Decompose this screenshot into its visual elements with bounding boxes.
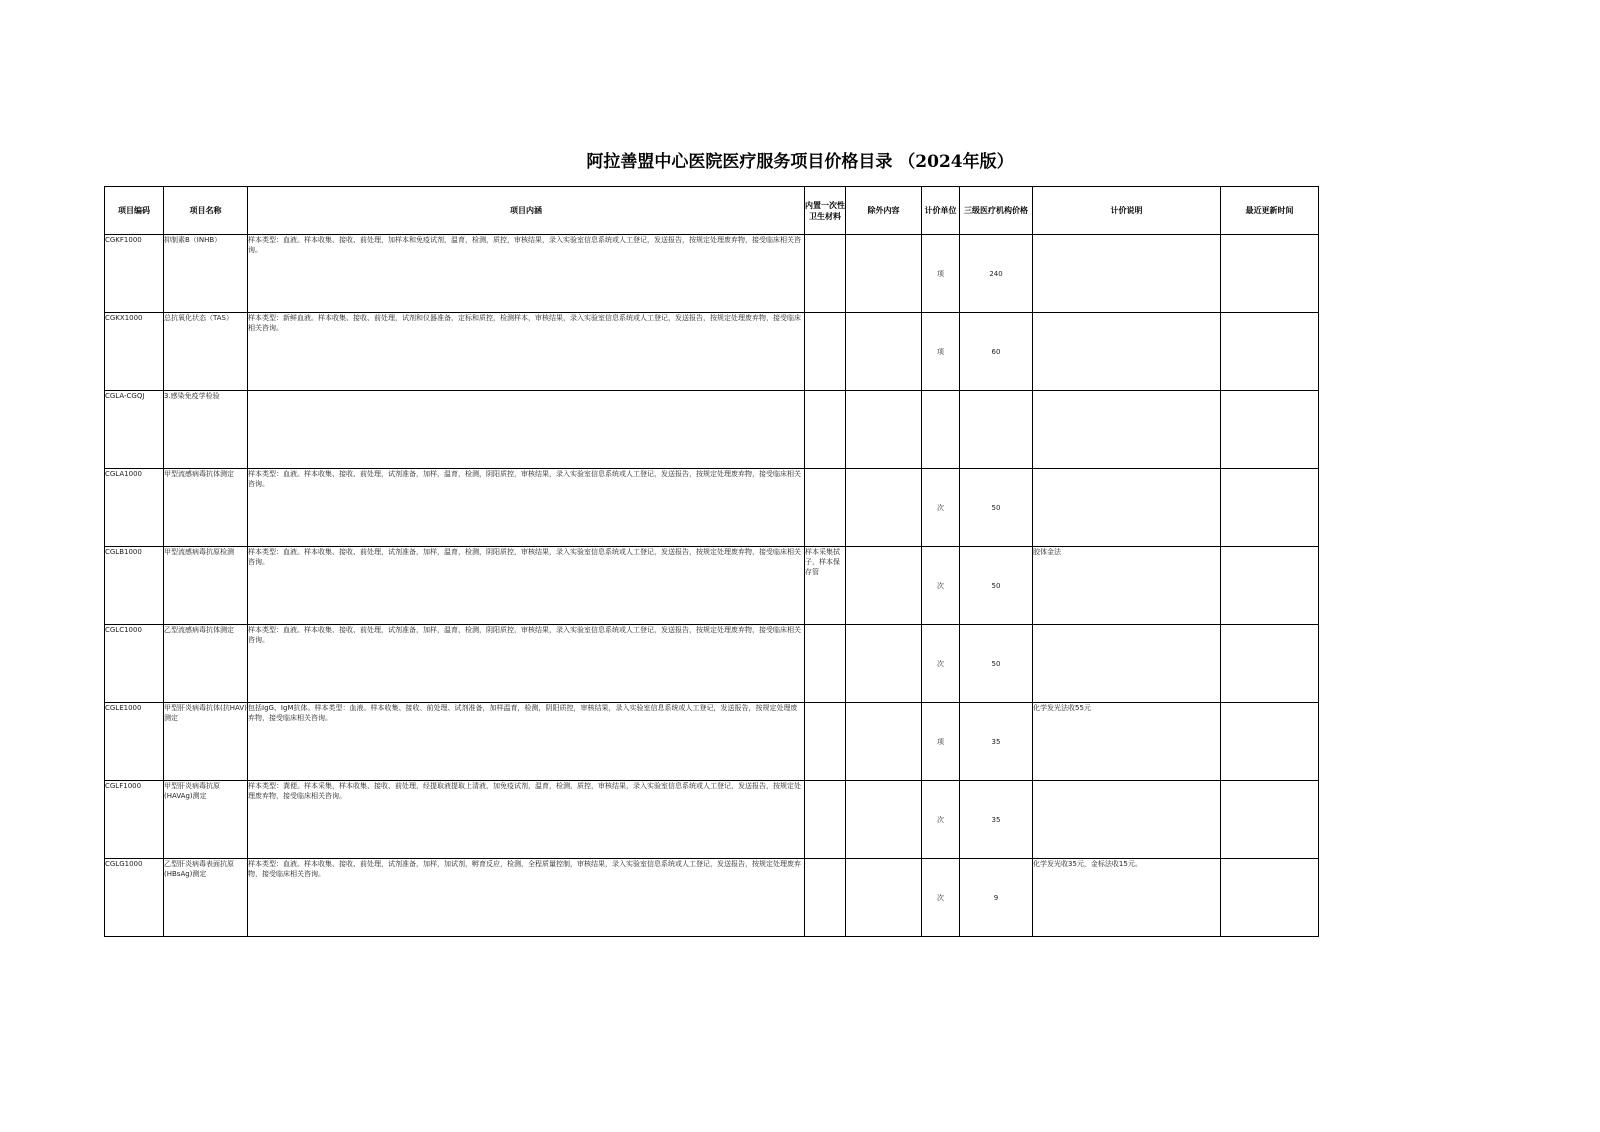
cell-content: 样本类型：血液。样本收集、接收、前处理，试剂准备，加样，加试剂，孵育反应，检测，全程质量控制，审核结果，录入实验室信息系统或人工登记，发送报告，按规定处理废弃物，接受临床相关咨询。 bbox=[248, 859, 805, 937]
cell-code: CGLA1000 bbox=[105, 469, 164, 547]
cell-code: CGLC1000 bbox=[105, 625, 164, 703]
table-row bbox=[105, 469, 1319, 547]
header-consumables: 内置一次性卫生材料 bbox=[805, 187, 846, 235]
cell-consumables bbox=[805, 625, 846, 703]
cell-unit bbox=[922, 391, 960, 469]
cell-code: CGKX1000 bbox=[105, 313, 164, 391]
cell-unit: 次 bbox=[922, 469, 960, 547]
price-table bbox=[104, 186, 1319, 937]
cell-price: 50 bbox=[960, 547, 1033, 625]
cell-updated bbox=[1221, 391, 1319, 469]
cell-price bbox=[960, 391, 1033, 469]
cell-exclusions bbox=[846, 547, 922, 625]
cell-code: CGLF1000 bbox=[105, 781, 164, 859]
cell-price: 60 bbox=[960, 313, 1033, 391]
cell-unit: 项 bbox=[922, 235, 960, 313]
cell-exclusions bbox=[846, 625, 922, 703]
cell-name: 甲型流感病毒抗原检测 bbox=[164, 547, 248, 625]
cell-updated bbox=[1221, 859, 1319, 937]
header-price: 三级医疗机构价格 bbox=[960, 187, 1033, 235]
cell-exclusions bbox=[846, 859, 922, 937]
header-unit: 计价单位 bbox=[922, 187, 960, 235]
cell-price: 9 bbox=[960, 859, 1033, 937]
cell-exclusions bbox=[846, 313, 922, 391]
cell-updated bbox=[1221, 625, 1319, 703]
cell-notes bbox=[1033, 313, 1221, 391]
cell-updated bbox=[1221, 235, 1319, 313]
table-row bbox=[105, 625, 1319, 703]
header-exclusions: 除外内容 bbox=[846, 187, 922, 235]
cell-name: 甲型肝炎病毒抗体(抗HAV)测定 bbox=[164, 703, 248, 781]
cell-unit: 次 bbox=[922, 547, 960, 625]
table-row bbox=[105, 313, 1319, 391]
cell-name: 乙型流感病毒抗体测定 bbox=[164, 625, 248, 703]
cell-name: 总抗氧化状态（TAS） bbox=[164, 313, 248, 391]
cell-content bbox=[248, 391, 805, 469]
cell-content: 样本类型：血液。样本收集、接收、前处理，试剂准备，加样，温育，检测，阴阳质控，审核结果，录入实验室信息系统或人工登记，发送报告，按规定处理废弃物，接受临床相关咨询。 bbox=[248, 625, 805, 703]
header-code: 项目编码 bbox=[105, 187, 164, 235]
cell-updated bbox=[1221, 547, 1319, 625]
cell-unit: 次 bbox=[922, 859, 960, 937]
cell-consumables: 样本采集拭子，样本保存管 bbox=[805, 547, 846, 625]
cell-updated bbox=[1221, 469, 1319, 547]
table-header-row bbox=[105, 187, 1319, 235]
table-row bbox=[105, 547, 1319, 625]
cell-content: 样本类型：新鲜血液。样本收集、接收、前处理，试剂和仪器准备，定标和质控，检测样本，审核结果，录入实验室信息系统或人工登记，发送报告，按规定处理废弃物，接受临床相关咨询。 bbox=[248, 313, 805, 391]
table-row bbox=[105, 391, 1319, 469]
cell-content: 样本类型：血液。样本收集、接收、前处理，加样本和免疫试剂，温育，检测，质控，审核结果，录入实验室信息系统或人工登记，发送报告，按规定处理废弃物，接受临床相关咨询。 bbox=[248, 235, 805, 313]
cell-notes bbox=[1033, 391, 1221, 469]
cell-content: 样本类型：粪便。样本采集，样本收集、接收、前处理，经提取液提取上清液，加免疫试剂，温育，检测，质控，审核结果，录入实验室信息系统或人工登记，发送报告，按规定处理废弃物，接受临床相关咨询。 bbox=[248, 781, 805, 859]
cell-content: 样本类型：血液。样本收集、接收、前处理，试剂准备，加样，温育，检测，阴阳质控，审核结果，录入实验室信息系统或人工登记，发送报告，按规定处理废弃物，接受临床相关咨询。 bbox=[248, 547, 805, 625]
cell-unit: 次 bbox=[922, 781, 960, 859]
cell-notes bbox=[1033, 235, 1221, 313]
cell-code: CGLA-CGQJ bbox=[105, 391, 164, 469]
header-updated: 最近更新时间 bbox=[1221, 187, 1319, 235]
cell-notes: 胶体金法 bbox=[1033, 547, 1221, 625]
cell-price: 240 bbox=[960, 235, 1033, 313]
cell-exclusions bbox=[846, 781, 922, 859]
header-name: 项目名称 bbox=[164, 187, 248, 235]
table-row bbox=[105, 859, 1319, 937]
cell-code: CGLE1000 bbox=[105, 703, 164, 781]
cell-consumables bbox=[805, 859, 846, 937]
cell-notes: 化学发光法收55元 bbox=[1033, 703, 1221, 781]
cell-price: 50 bbox=[960, 469, 1033, 547]
cell-consumables bbox=[805, 313, 846, 391]
cell-consumables bbox=[805, 781, 846, 859]
cell-notes bbox=[1033, 469, 1221, 547]
cell-updated bbox=[1221, 781, 1319, 859]
cell-content: 包括IgG、IgM抗体。样本类型：血液。样本收集、接收、前处理、试剂准备，加样温育，检测，阴阳质控，审核结果，录入实验室信息系统或人工登记，发送报告，按规定处理废弃物，接受临床相关咨询。 bbox=[248, 703, 805, 781]
table-row bbox=[105, 703, 1319, 781]
table-row bbox=[105, 235, 1319, 313]
cell-price: 35 bbox=[960, 703, 1033, 781]
cell-exclusions bbox=[846, 391, 922, 469]
cell-notes bbox=[1033, 625, 1221, 703]
cell-name: 甲型流感病毒抗体测定 bbox=[164, 469, 248, 547]
cell-price: 35 bbox=[960, 781, 1033, 859]
table-row bbox=[105, 781, 1319, 859]
cell-code: CGLG1000 bbox=[105, 859, 164, 937]
page-title: 阿拉善盟中心医院医疗服务项目价格目录 （2024年版） bbox=[586, 152, 1014, 172]
cell-unit: 次 bbox=[922, 625, 960, 703]
cell-exclusions bbox=[846, 235, 922, 313]
cell-name: 3.感染免疫学检验 bbox=[164, 391, 248, 469]
cell-notes bbox=[1033, 781, 1221, 859]
cell-code: CGKF1000 bbox=[105, 235, 164, 313]
header-notes: 计价说明 bbox=[1033, 187, 1221, 235]
cell-updated bbox=[1221, 313, 1319, 391]
cell-name: 抑制素B（INHB） bbox=[164, 235, 248, 313]
cell-updated bbox=[1221, 703, 1319, 781]
cell-exclusions bbox=[846, 703, 922, 781]
cell-consumables bbox=[805, 469, 846, 547]
cell-consumables bbox=[805, 391, 846, 469]
cell-exclusions bbox=[846, 469, 922, 547]
cell-consumables bbox=[805, 235, 846, 313]
table-body bbox=[105, 235, 1319, 937]
cell-price: 50 bbox=[960, 625, 1033, 703]
cell-consumables bbox=[805, 703, 846, 781]
cell-unit: 项 bbox=[922, 313, 960, 391]
cell-name: 乙型肝炎病毒表面抗原(HBsAg)测定 bbox=[164, 859, 248, 937]
cell-unit: 项 bbox=[922, 703, 960, 781]
cell-code: CGLB1000 bbox=[105, 547, 164, 625]
cell-notes: 化学发光收35元，金标法收15元。 bbox=[1033, 859, 1221, 937]
cell-name: 甲型肝炎病毒抗原(HAVAg)测定 bbox=[164, 781, 248, 859]
cell-content: 样本类型：血液。样本收集、接收、前处理，试剂准备，加样，温育，检测，阴阳质控，审核结果，录入实验室信息系统或人工登记，发送报告，按规定处理废弃物，接受临床相关咨询。 bbox=[248, 469, 805, 547]
header-content: 项目内涵 bbox=[248, 187, 805, 235]
